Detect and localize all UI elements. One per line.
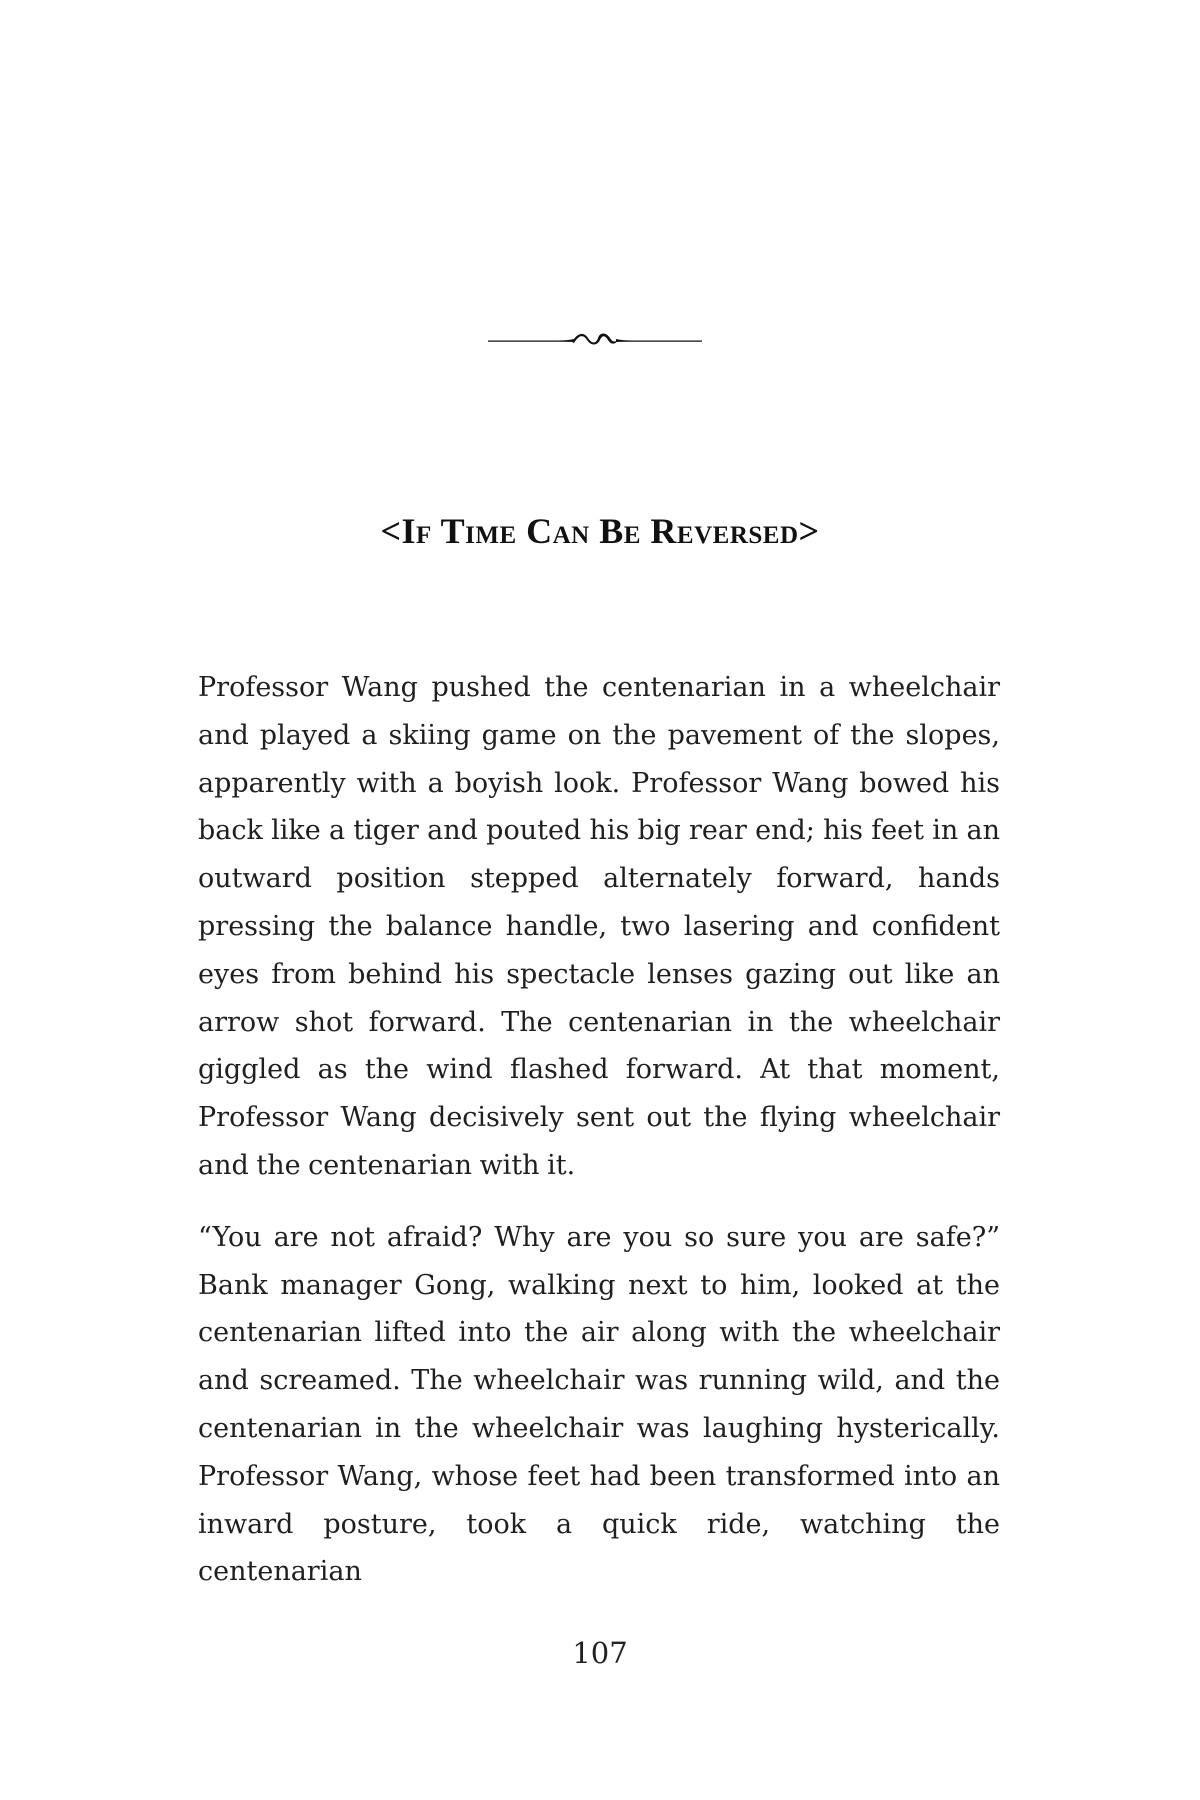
- chapter-title: <If Time Can Be Reversed>: [380, 511, 820, 551]
- flourish-divider-icon: [488, 328, 702, 350]
- paragraph-1: Professor Wang pushed the centenarian in a wheelchair and played a skiing game on the pavement of the slopes, apparently with a boyish look. Professor Wang bowed his back like a tiger and pouted his big rear end; his feet in an outward position stepped alternately forward, hands pressing the balance handle, two lasering and confident eyes from behind his spectacle lenses gazing out like an arrow shot forward. The centenarian in the wheelchair giggled as the wind flashed forward. At that moment, Professor Wang decisively sent out the flying wheelchair and the centenarian with it.: [198, 672, 1000, 1181]
- paragraph-2: “You are not afraid? Why are you so sure you are safe?” Bank manager Gong, walking next to him, looked at the centenarian lifted into the air along with the wheelchair and screamed. The wheelchair was running wild, and the centenarian in the wheelchair was laughing hysterically. Professor Wang, whose feet had been transformed into an inward posture, took a quick ride, watching the centenarian: [198, 1221, 1000, 1588]
- chapter-body: [198, 664, 1000, 1596]
- page-number: 107: [572, 1636, 628, 1670]
